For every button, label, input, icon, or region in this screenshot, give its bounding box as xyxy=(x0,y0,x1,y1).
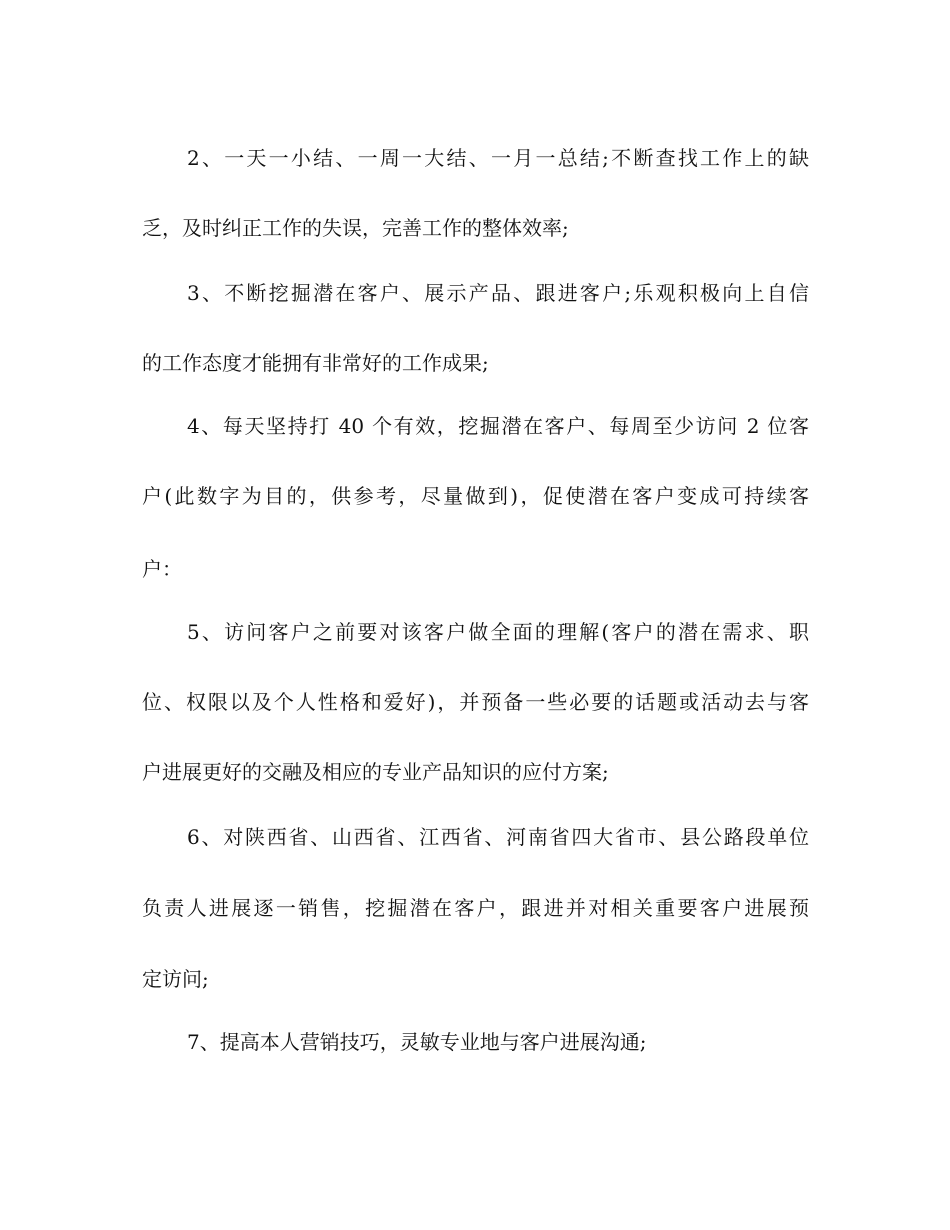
paragraph-7-line-1: 7、提高本人营销技巧，灵敏专业地与客户进展沟通; xyxy=(187,1030,647,1054)
paragraph-6-line-3: 定访问; xyxy=(142,967,209,991)
paragraph-5-line-3: 户进展更好的交融及相应的专业产品知识的应付方案; xyxy=(142,760,609,784)
paragraph-6-line-1: 6、对陕西省、山西省、江西省、河南省四大省市、县公路段单位 xyxy=(187,825,809,849)
paragraph-6-line-2: 负责人进展逐一销售，挖掘潜在客户，跟进并对相关重要客户进展预 xyxy=(142,896,809,920)
paragraph-2-line-2: 乏，及时纠正工作的失误，完善工作的整体效率; xyxy=(142,216,569,240)
paragraph-5-line-2: 位、权限以及个人性格和爱好)，并预备一些必要的话题或活动去与客 xyxy=(142,690,809,714)
paragraph-4-line-3: 户： xyxy=(142,557,182,581)
paragraph-5-line-1: 5、访问客户之前要对该客户做全面的理解(客户的潜在需求、职 xyxy=(187,620,809,644)
paragraph-3-line-2: 的工作态度才能拥有非常好的工作成果; xyxy=(142,351,489,375)
paragraph-3-line-1: 3、不断挖掘潜在客户、展示产品、跟进客户;乐观积极向上自信 xyxy=(187,281,809,305)
paragraph-2-line-1: 2、一天一小结、一周一大结、一月一总结;不断查找工作上的缺 xyxy=(187,146,809,170)
paragraph-4-line-1: 4、每天坚持打 40 个有效，挖掘潜在客户、每周至少访问 2 位客 xyxy=(187,414,809,438)
paragraph-4-line-2: 户(此数字为目的，供参考，尽量做到)，促使潜在客户变成可持续客 xyxy=(142,484,809,508)
